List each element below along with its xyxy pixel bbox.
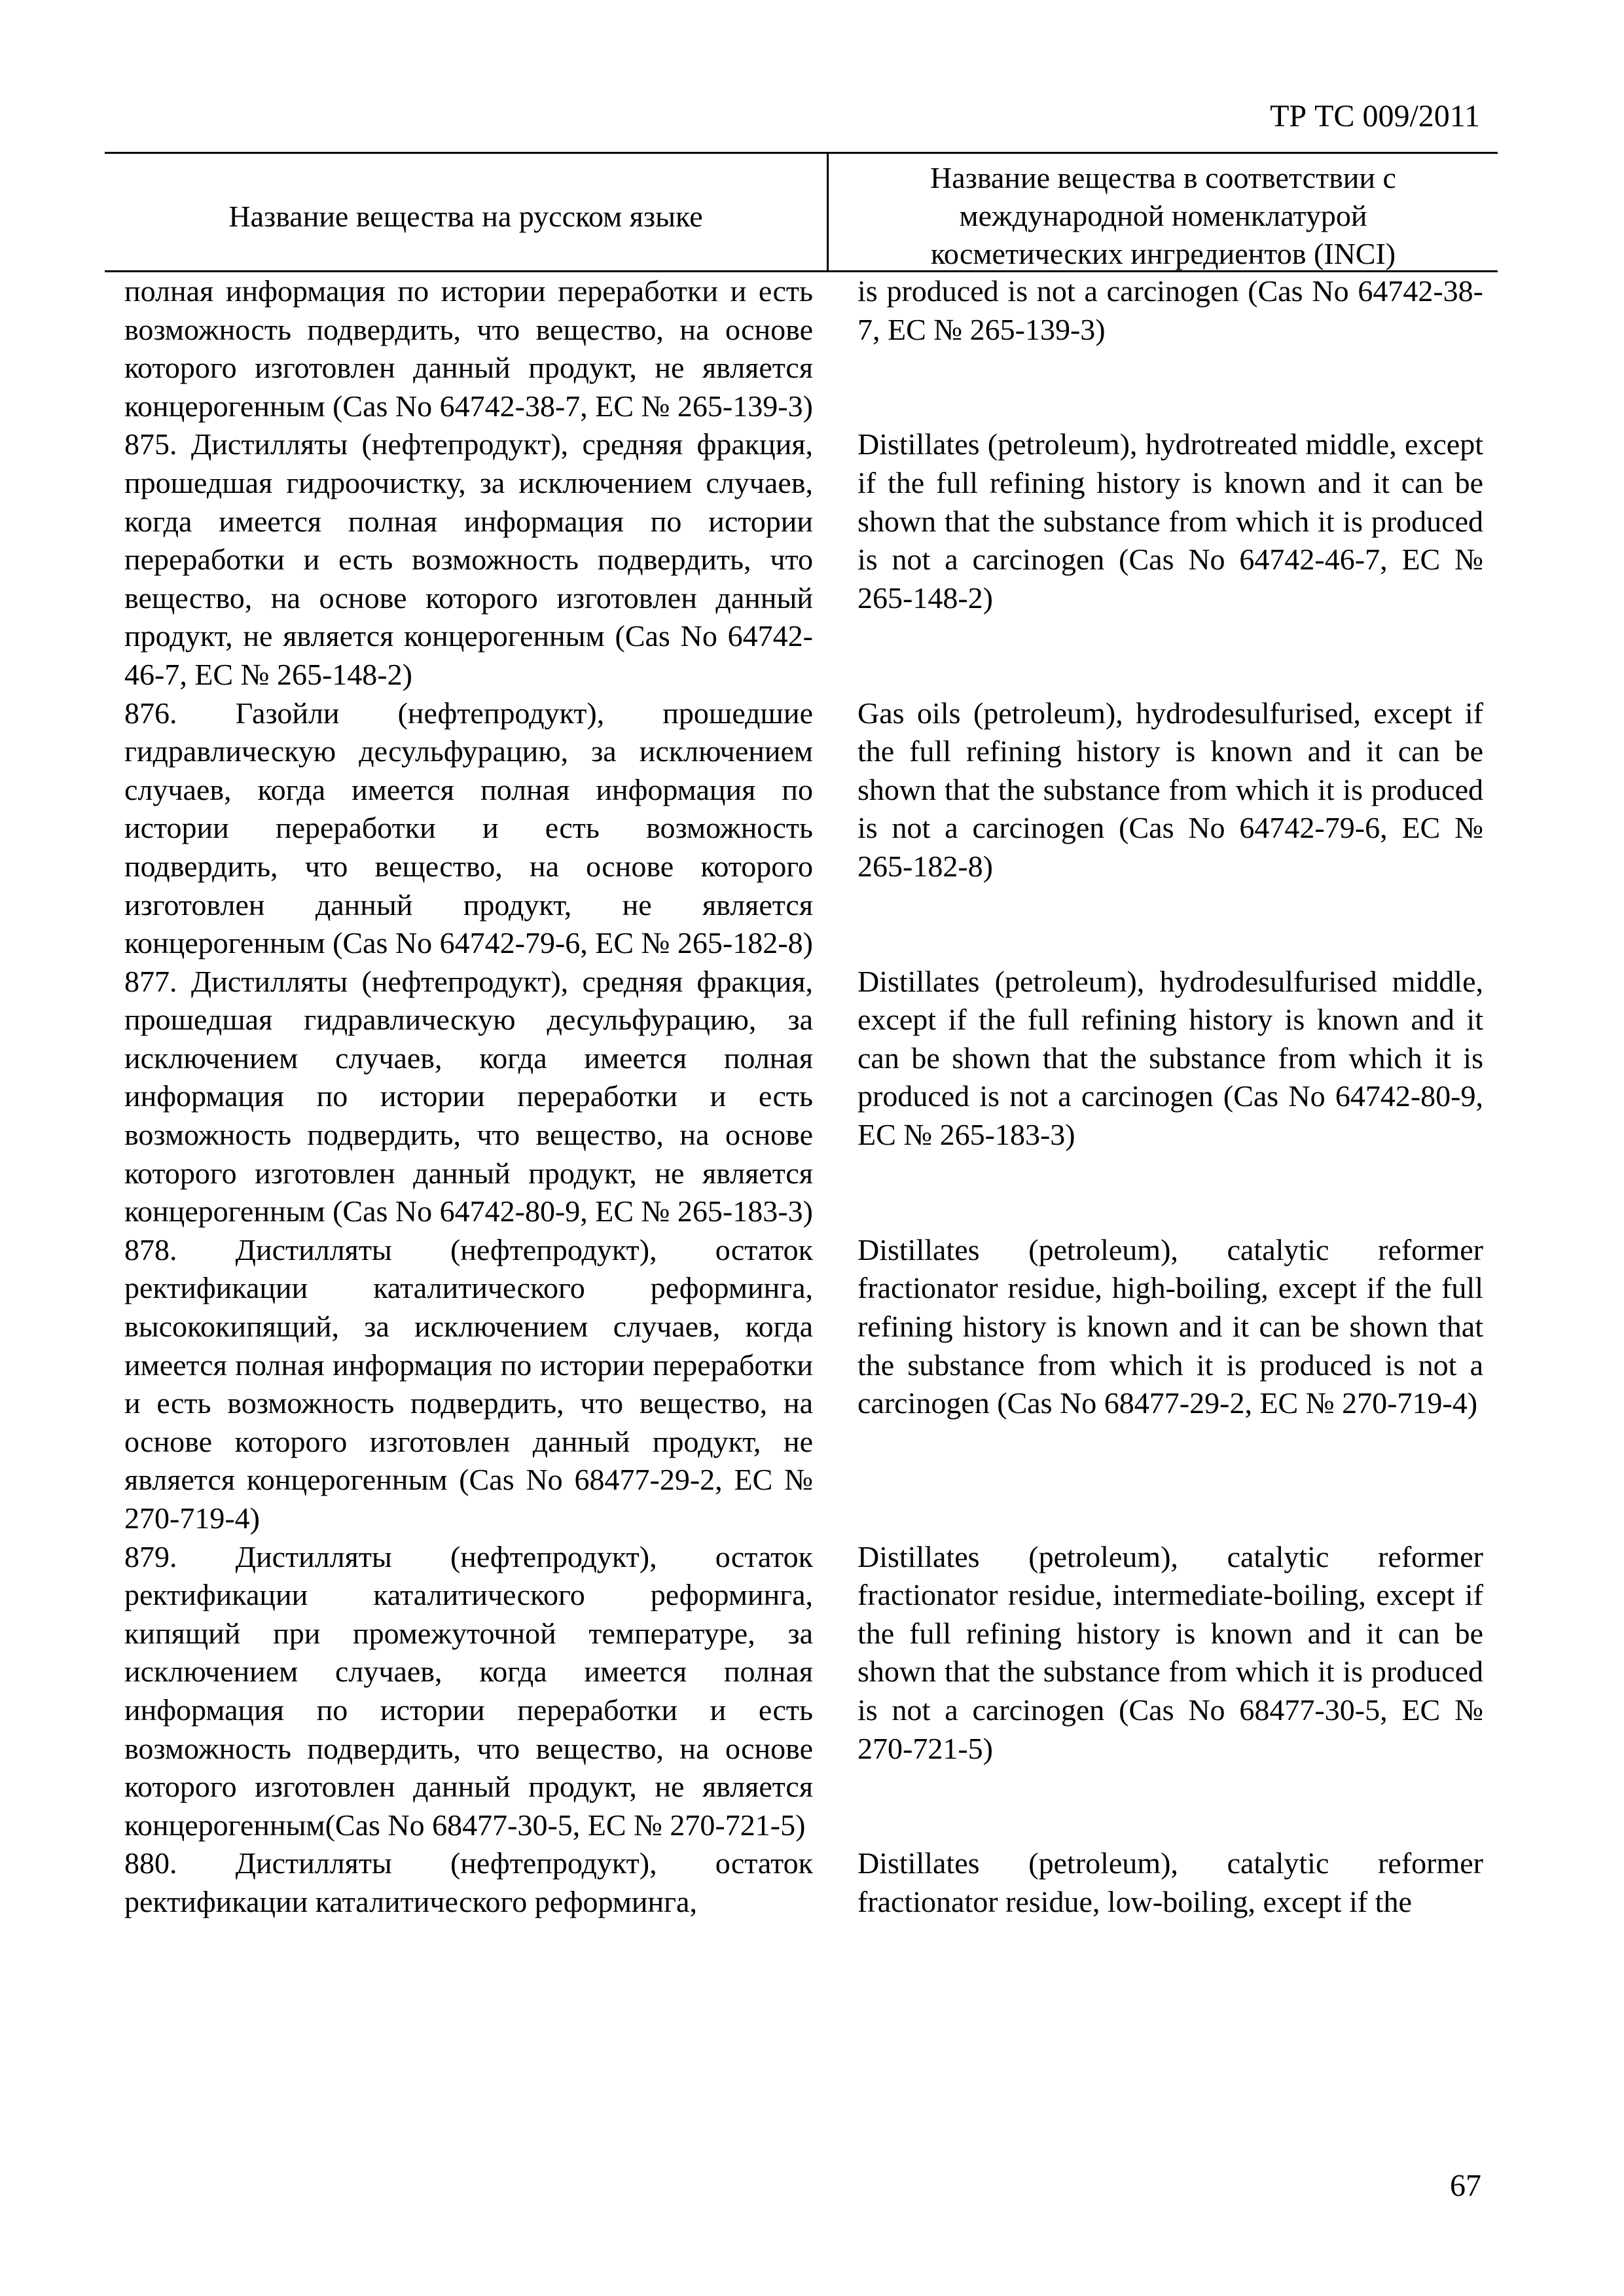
cell-russian-name: 878. Дистилляты (нефтепродукт), остаток ректификации каталитического реформинга, высококипящий, за исключением случаев, когда имеется полная информация по истории переработки и есть возможность подвердить, что вещество, на основе которого изготовлен данный продукт, не является концерогенным (Cas No 68477-29-2, ЕС № 270-719-4) [124, 1232, 813, 1535]
cell-inci-name: is produced is not a carcinogen (Cas No 64742-38-7, EC № 265-139-3) [857, 274, 1483, 346]
document-code: ТР ТС 009/2011 [1270, 99, 1480, 134]
substance-table [105, 152, 1498, 1922]
cell-inci-name: Distillates (petroleum), hydrotreated middle, except if the full refining history is known and it can be shown that the substance from which it is produced is not a carcinogen (Cas No 64742-46-7, EC № 265-148-2) [857, 427, 1483, 615]
cell-russian-name: 879. Дистилляты (нефтепродукт), остаток ректификации каталитического реформинга, кипящий при промежуточной температуре, за исключением случаев, когда имеется полная информация по истории переработки и есть возможность подвердить, что вещество, на основе которого изготовлен данный продукт, не является концерогенным(Cas No 68477-30-5, ЕС № 270-721-5) [124, 1539, 813, 1842]
cell-inci-name: Distillates (petroleum), catalytic reformer fractionator residue, intermediate-boiling, except if the full refining history is known and it can be shown that the substance from which it is produced is not a carcinogen (Cas No 68477-30-5, EC № 270-721-5) [857, 1539, 1483, 1765]
table-row [105, 272, 1498, 425]
cell-inci-name: Distillates (petroleum), hydrodesulfurised middle, except if the full refining history is known and it can be shown that the substance from which it is produced is not a carcinogen (Cas No 64742-80-9, EC № 265-183-3) [857, 964, 1483, 1152]
table-row [105, 1231, 1498, 1538]
cell-russian-name: 877. Дистилляты (нефтепродукт), средняя фракция, прошедшая гидравлическую десульфурацию, за исключением случаев, когда имеется полная информация по истории переработки и есть возможность подвердить, что вещество, на основе которого изготовлен данный продукт, не является концерогенным (Cas No 64742-80-9, ЕС № 265-183-3) [124, 964, 813, 1229]
column-header-russian: Название вещества на русском языке [105, 154, 829, 270]
column-header-inci-line: международной номенклатурой [959, 199, 1367, 232]
table-row [105, 1844, 1498, 1921]
table-row [105, 694, 1498, 963]
cell-russian-name: 876. Газойли (нефтепродукт), прошедшие гидравлическую десульфурацию, за исключением случаев, когда имеется полная информация по истории переработки и есть возможность подвердить, что вещество, на основе которого изготовлен данный продукт, не является концерогенным (Cas No 64742-79-6, ЕС № 265-182-8) [124, 696, 813, 960]
table-row [105, 963, 1498, 1231]
cell-inci-name: Distillates (petroleum), catalytic reformer fractionator residue, low-boiling, except if the [857, 1846, 1483, 1918]
column-header-inci-line: косметических ингредиентов (INCI) [930, 237, 1396, 270]
column-header-inci-line: Название вещества в соответствии с [930, 161, 1396, 194]
table-row [105, 1538, 1498, 1845]
cell-inci-name: Gas oils (petroleum), hydrodesulfurised, except if the full refining history is known and it can be shown that the substance from which it is produced is not a carcinogen (Cas No 64742-79-6, EC № 265-182-8) [857, 696, 1483, 883]
cell-inci-name: Distillates (petroleum), catalytic reformer fractionator residue, high-boiling, except if the full refining history is known and it can be shown that the substance from which it is produced is not a carcinogen (Cas No 68477-29-2, EC № 270-719-4) [857, 1232, 1483, 1420]
table-header [105, 152, 1498, 272]
cell-russian-name: 875. Дистилляты (нефтепродукт), средняя фракция, прошедшая гидроочистку, за исключением случаев, когда имеется полная информация по истории переработки и есть возможность подвердить, что вещество, на основе которого изготовлен данный продукт, не является концерогенным (Cas No 64742-46-7, ЕС № 265-148-2) [124, 427, 813, 691]
cell-russian-name: полная информация по истории переработки и есть возможность подвердить, что вещество, на основе которого изготовлен данный продукт, не является концерогенным (Cas No 64742-38-7, ЕС № 265-139-3) [124, 274, 813, 423]
table-row [105, 425, 1498, 694]
column-header-inci [829, 154, 1498, 270]
page-number: 67 [1450, 2168, 1481, 2203]
cell-russian-name: 880. Дистилляты (нефтепродукт), остаток ректификации каталитического реформинга, [124, 1846, 813, 1918]
